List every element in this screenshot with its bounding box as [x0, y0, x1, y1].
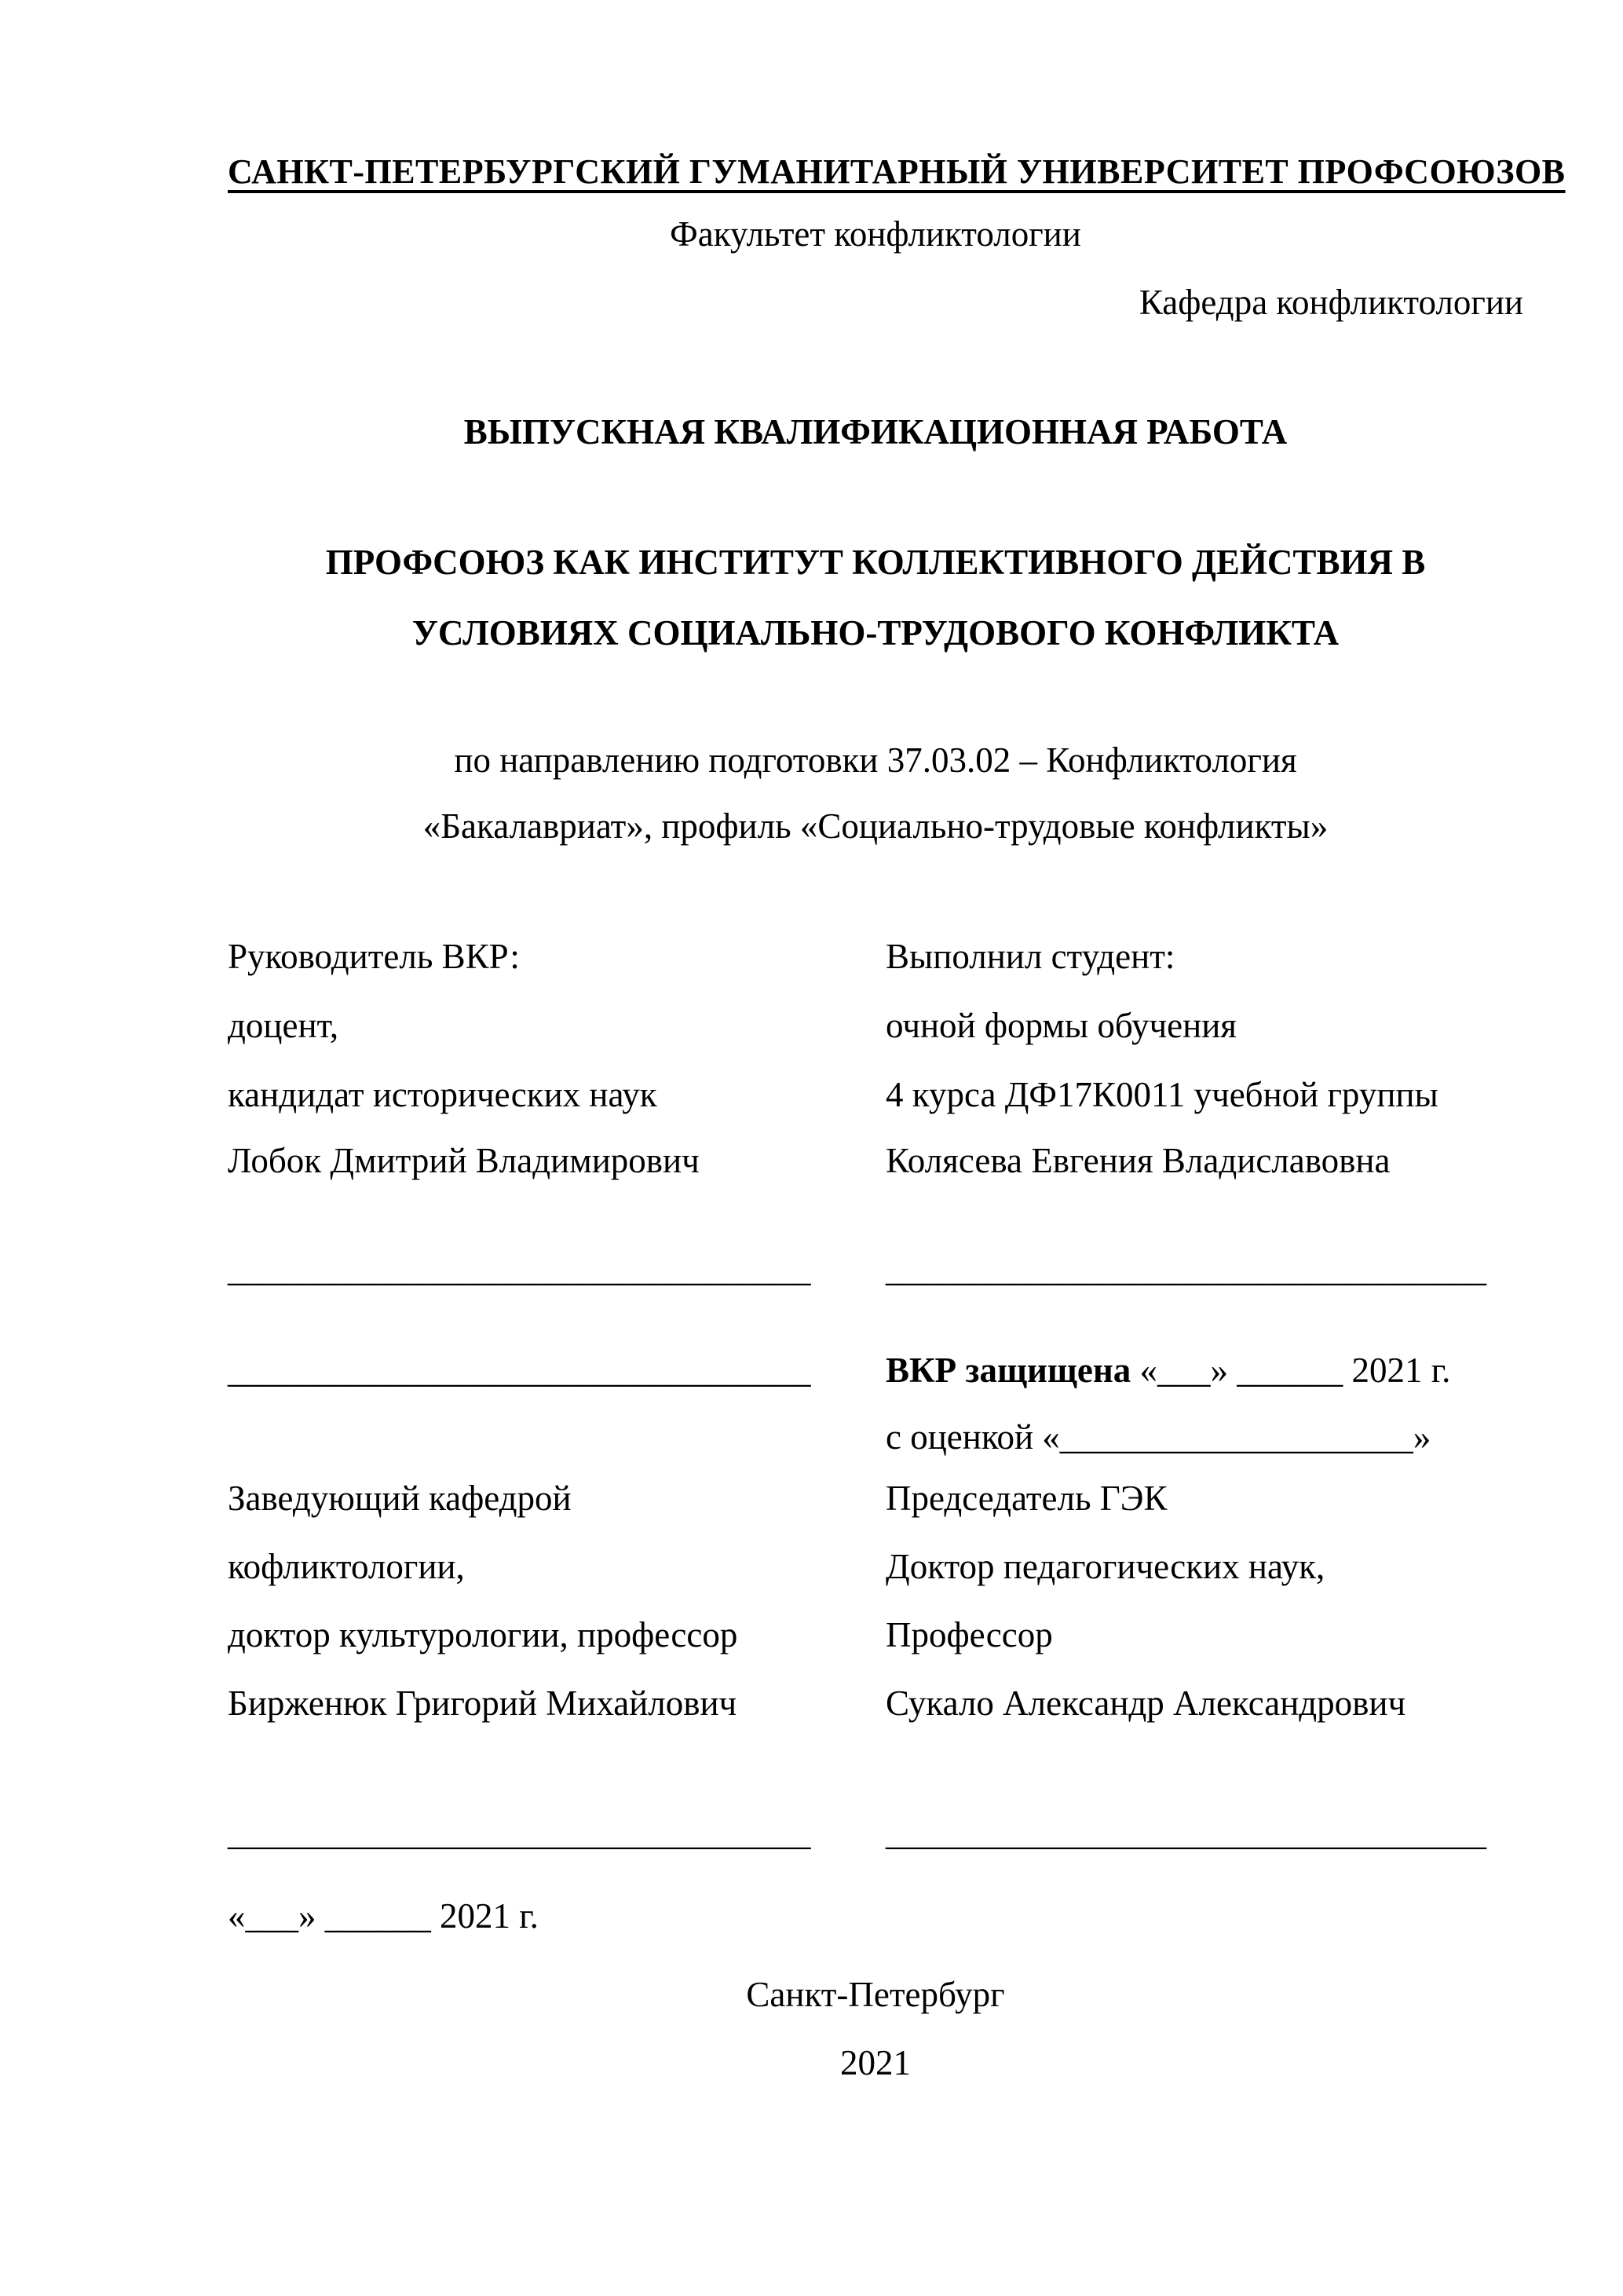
city-line: Санкт-Петербург — [746, 1975, 1005, 2014]
university-header — [228, 149, 1566, 194]
year-line: 2021 — [840, 2043, 911, 2082]
defense-date-blank: «___» ______ 2021 г. — [1131, 1351, 1451, 1390]
student-study-form: очной формы обучения — [886, 1006, 1237, 1045]
gek-chair-signature-line: __________________________________ — [886, 1813, 1486, 1852]
defense-bold-prefix: ВКР защищена — [886, 1351, 1131, 1390]
program-line-1: по направлению подготовки 37.03.02 – Конфликтология — [454, 740, 1297, 780]
supervisor-name: Лобок Дмитрий Владимирович — [228, 1141, 700, 1180]
student-name: Колясева Евгения Владиславовна — [886, 1141, 1391, 1180]
supervisor-signature-line-2: _________________________________ — [228, 1351, 811, 1390]
thesis-title-line-1: ПРОФСОЮЗ КАК ИНСТИТУТ КОЛЛЕКТИВНОГО ДЕЙСТВИЯ В — [325, 543, 1426, 582]
student-label: Выполнил студент: — [886, 937, 1175, 976]
gek-chair-line-1: Председатель ГЭК — [886, 1479, 1168, 1518]
department-head-line-1: Заведующий кафедрой — [228, 1479, 572, 1518]
university-name: САНКТ-ПЕТЕРБУРГСКИЙ ГУМАНИТАРНЫЙ УНИВЕРСИТЕТ ПРОФСОЮЗОВ — [228, 152, 1566, 191]
supervisor-degree: кандидат исторических наук — [228, 1075, 657, 1114]
gek-chair-line-3: Профессор — [886, 1615, 1053, 1654]
faculty-line: Факультет конфликтологии — [670, 214, 1081, 254]
work-type-heading: ВЫПУСКНАЯ КВАЛИФИКАЦИОННАЯ РАБОТА — [463, 412, 1288, 452]
gek-chair-line-2: Доктор педагогических наук, — [886, 1547, 1325, 1586]
department-head-line-2: кофликтологии, — [228, 1547, 465, 1586]
supervisor-position: доцент, — [228, 1006, 339, 1045]
defense-date-line — [886, 1348, 1450, 1392]
defense-grade-line: с оценкой «____________________» — [886, 1417, 1431, 1457]
department-head-signature-line: _________________________________ — [228, 1813, 811, 1852]
student-group: 4 курса ДФ17К0011 учебной группы — [886, 1075, 1438, 1114]
gek-chair-name: Сукало Александр Александрович — [886, 1684, 1406, 1723]
supervisor-label: Руководитель ВКР: — [228, 937, 520, 976]
page-content — [228, 0, 1566, 2296]
department-head-name: Бирженюк Григорий Михайлович — [228, 1684, 737, 1723]
supervisor-signature-line: _________________________________ — [228, 1249, 811, 1289]
department-line: Кафедра конфликтологии — [1139, 283, 1523, 322]
date-blank: «___» ______ 2021 г. — [228, 1896, 539, 1936]
student-signature-line: __________________________________ — [886, 1249, 1486, 1289]
department-head-line-3: доктор культурологии, профессор — [228, 1615, 738, 1654]
program-line-2: «Бакалавриат», профиль «Социально-трудовые конфликты» — [422, 806, 1329, 846]
thesis-title-line-2: УСЛОВИЯХ СОЦИАЛЬНО-ТРУДОВОГО КОНФЛИКТА — [411, 613, 1340, 653]
